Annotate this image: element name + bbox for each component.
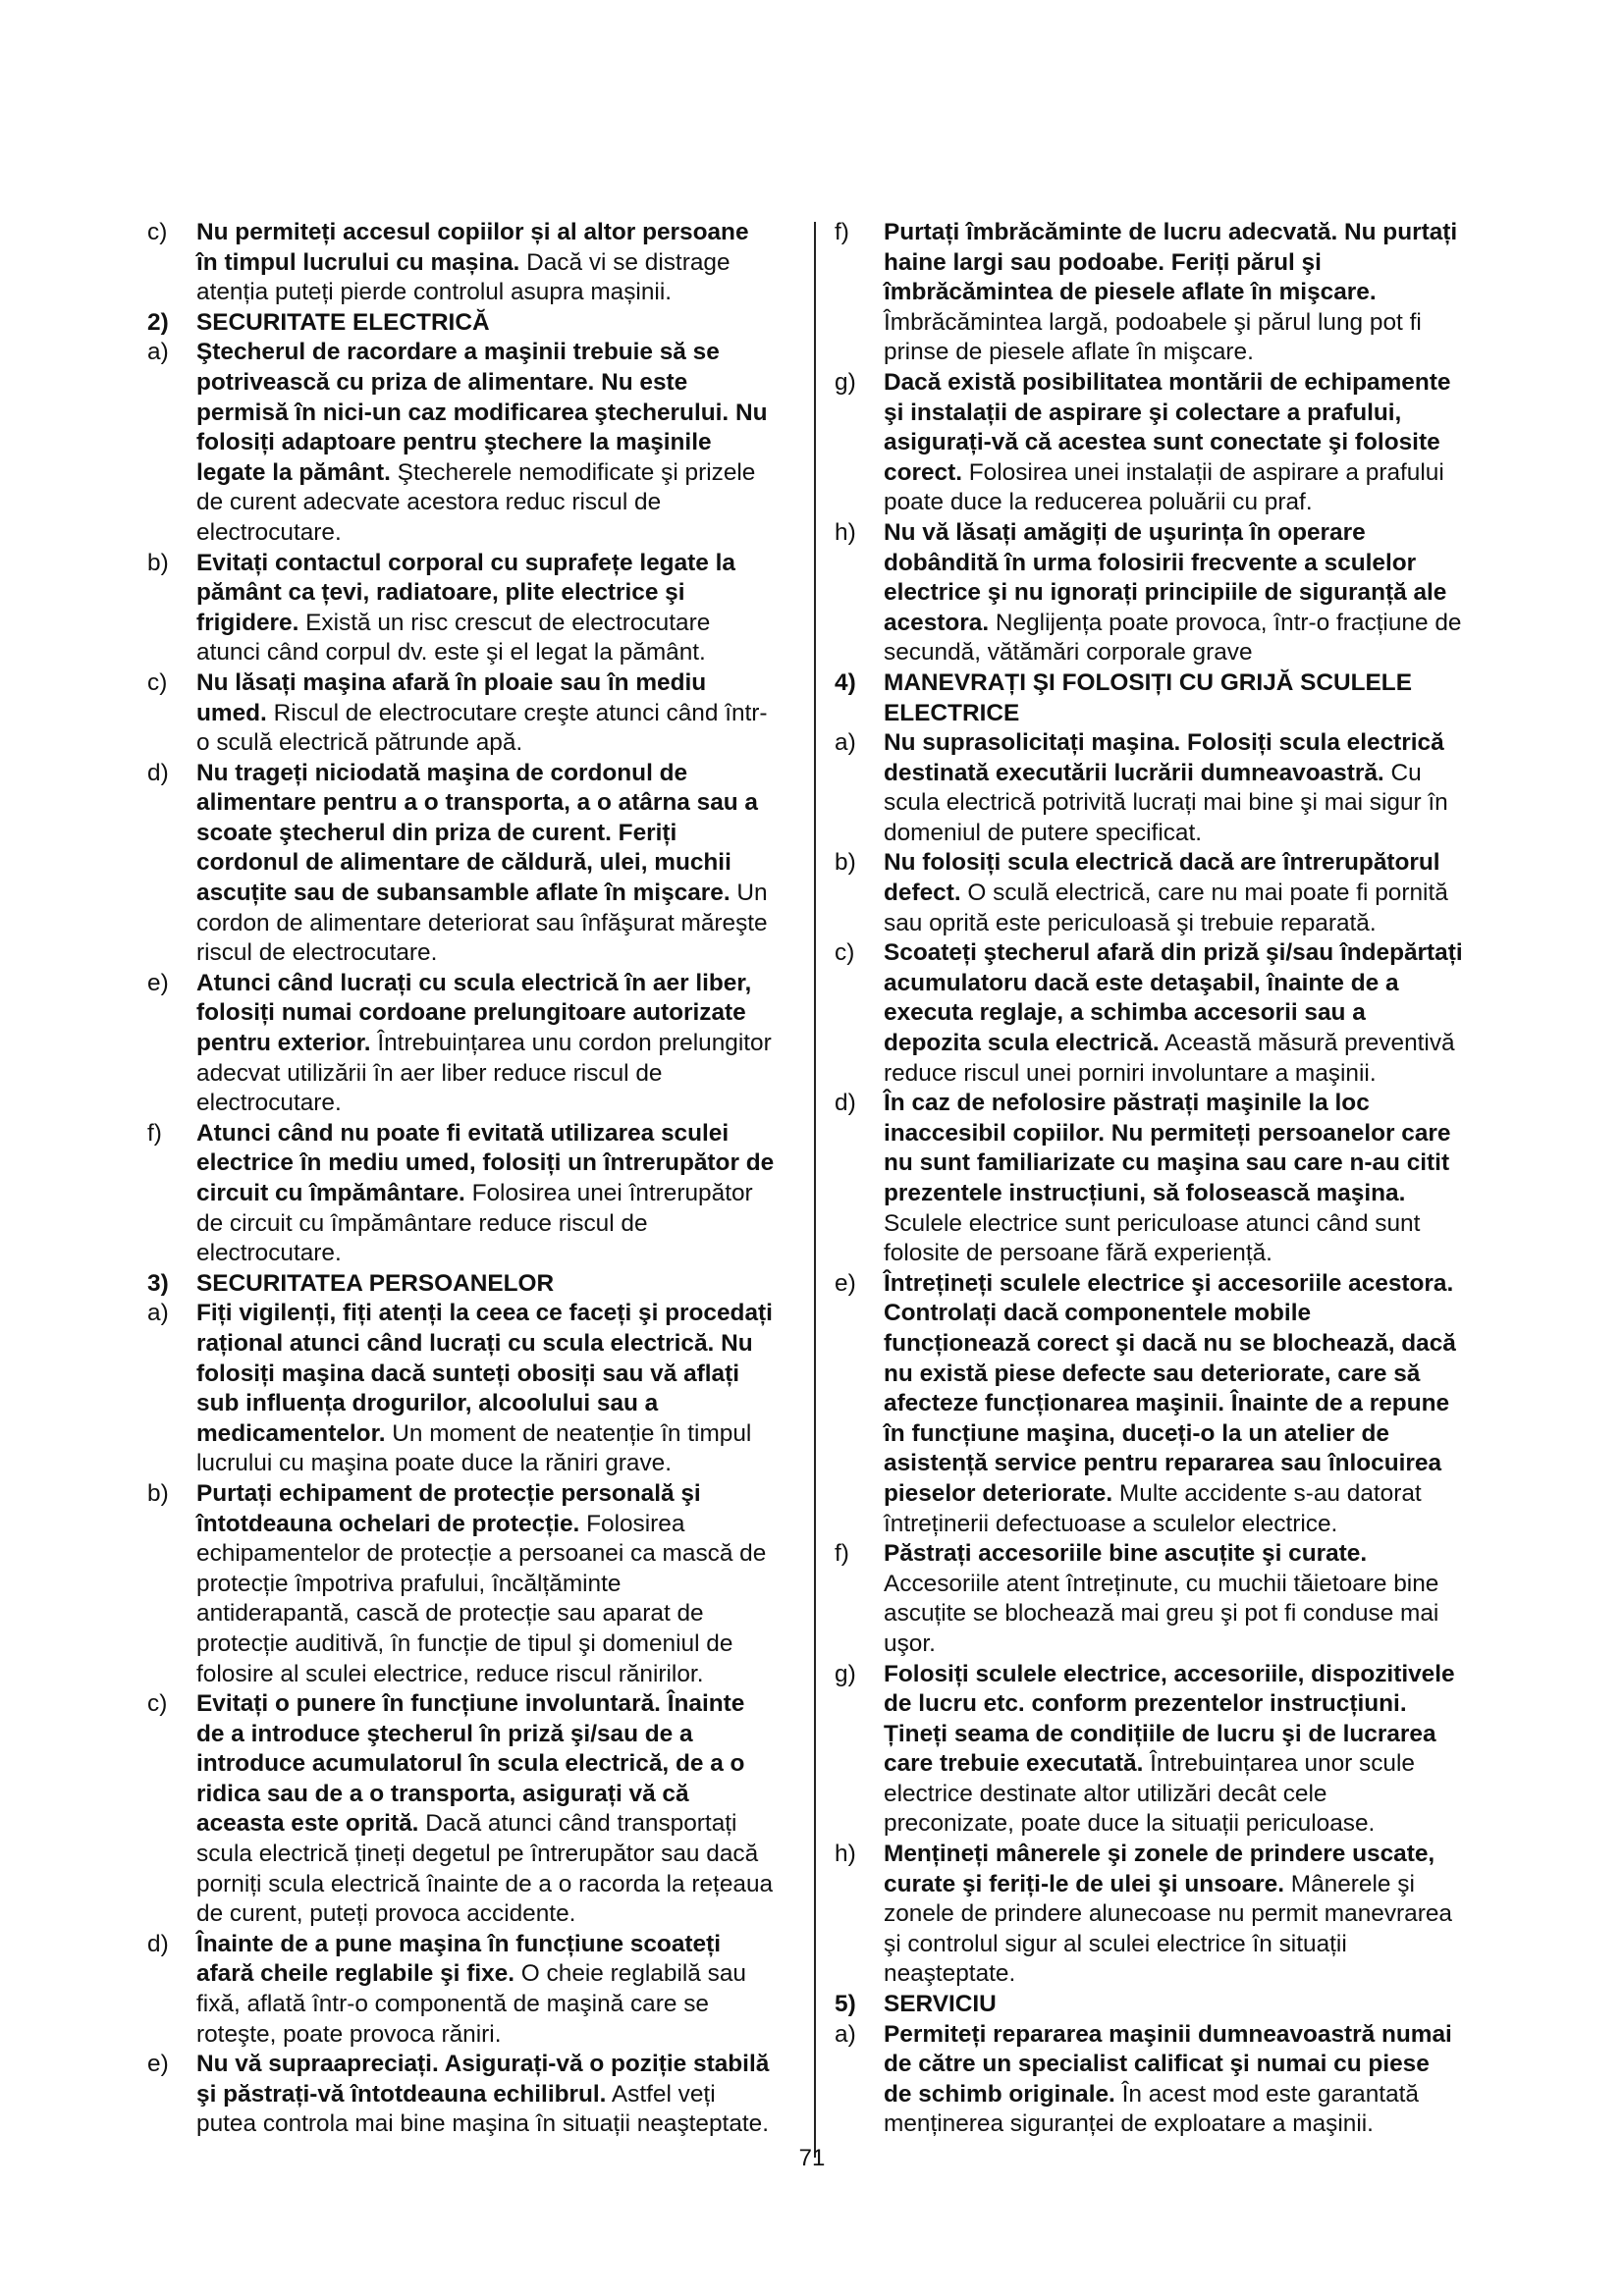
item-body-text: Mânerele şi zonele de prindere alunecoase nu permit manevrarea şi controlul sigur al sculei electrice în situații neaşteptate. xyxy=(884,1870,1452,1988)
item-marker: d) xyxy=(147,1930,169,1957)
item-marker: e) xyxy=(147,969,169,996)
item-marker: 2) xyxy=(147,308,169,336)
item-marker: a) xyxy=(835,2020,856,2048)
list-item xyxy=(147,1479,776,1689)
list-item xyxy=(147,1119,776,1269)
item-bold-text: Nu vă lăsați amăgiți de uşurința în operare dobândită în urma folosirii frecvente a sculelor electrice şi nu ignorați principiile de siguranță ale acestora. xyxy=(884,518,1447,636)
item-body-text: Întrebuințarea unu cordon prelungitor adecvat utilizării în aer liber reduce riscul de electrocutare. xyxy=(196,1030,772,1117)
item-bold-text: În caz de nefolosire păstrați maşinile la loc inaccesibil copiilor. Nu permiteți persoanelor care nu sunt familiarizate cu maşina sau care n-au citit prezentele instrucțiuni, să folosească maşina. xyxy=(884,1090,1451,1206)
item-bold-text: Ştecherul de racordare a maşinii trebuie să se potrivească cu priza de alimentare. Nu este permisă în nici-un caz modificarea ştecherului. Nu folosiți adaptoare pentru ştechere la maşinile legate la pământ. xyxy=(196,339,768,486)
item-body-text: Neglijența poate provoca, într-o fracțiune de secundă, vătămări corporale grave xyxy=(884,609,1462,667)
list-item xyxy=(147,549,776,668)
item-body-text: Un moment de neatenție în timpul lucrului cu maşina poate duce la răniri grave. xyxy=(196,1419,752,1477)
list-item xyxy=(835,218,1463,368)
item-body-text: Dacă atunci când transportați scula electrică țineți degetul pe întrerupător sau dacă porniți scula electrică înainte de a o racorda la rețeaua de curent, puteți provoca accidente. xyxy=(196,1810,774,1928)
list-item xyxy=(835,518,1463,668)
item-bold-text: Mențineți mânerele şi zonele de prindere uscate, curate şi feriți-le de ulei şi unsoare. xyxy=(884,1841,1435,1897)
item-bold-text: Evitați o punere în funcțiune involuntară. Înainte de a introduce ştecherul în priză şi/sau de a introduce acumulatorul în scula electrică, de a o ridica sau de a o transporta, asigurați vă că aceasta este oprită. xyxy=(196,1690,745,1838)
item-bold-text: Folosiți sculele electrice, accesoriile, dispozitivele de lucru etc. conform prezentelor instrucțiuni. Țineți seama de condițiile de lucru şi de lucrarea care trebuie executată. xyxy=(884,1660,1455,1778)
section-heading xyxy=(835,668,1463,728)
item-marker: c) xyxy=(147,1690,168,1718)
item-body-text: Multe accidente s-au datorat întreținerii defectuoase a sculelor electrice. xyxy=(884,1479,1422,1537)
list-item xyxy=(147,2050,776,2140)
list-item xyxy=(147,969,776,1119)
item-bold-text: Nu suprasolicitați maşina. Folosiți scula electrică destinată executării lucrării dumneavoastră. xyxy=(884,729,1444,786)
item-bold-text: Nu vă supraapreciați. Asigurați-vă o poziție stabilă şi păstrați-vă întotdeauna echilibrul. xyxy=(196,2051,770,2108)
item-marker: g) xyxy=(835,368,856,396)
list-item xyxy=(835,2020,1463,2140)
item-bold-text: Nu permiteți accesul copiilor și al altor persoane în timpul lucrului cu mașina. xyxy=(196,219,749,276)
list-item xyxy=(835,1089,1463,1269)
item-body-text: Există un risc crescut de electrocutare atunci când corpul dv. este şi el legat la pământ. xyxy=(196,609,711,667)
item-bold-text: Păstrați accesoriile bine ascuțite şi curate. xyxy=(884,1540,1368,1568)
item-bold-text: Dacă există posibilitatea montării de echipamente şi instalații de aspirare şi colectare a prafului, asigurați-vă că acestea sunt conectate şi folosite corect. xyxy=(884,368,1451,486)
item-bold-text: Întrețineți sculele electrice şi accesoriile acestora. Controlați dacă componentele mobile funcționează corect şi dacă nu se blochează, dacă nu există piese defecte sau deteriorate, care să afecteze funcționarea maşinii. Înainte de a repune în funcțiune maşina, duceți-o la un atelier de asistență service pentru repararea sau înlocuirea pieselor deteriorate. xyxy=(884,1269,1456,1507)
item-marker: g) xyxy=(835,1660,856,1687)
item-body-text: Dacă vi se distrage atenția puteți pierde controlul asupra mașinii. xyxy=(196,248,731,306)
right-column xyxy=(835,218,1463,2140)
item-marker: d) xyxy=(835,1090,856,1117)
item-marker: f) xyxy=(835,219,849,245)
item-bold-text: Fiți vigilenți, fiți atenți la ceea ce faceți şi procedați rațional atunci când lucrați cu scula electrică. Nu folosiți maşina dacă sunteți obosiți sau vă aflați sub influența drogurilor, alcoolului sau a medicamentelor. xyxy=(196,1300,773,1447)
item-marker: b) xyxy=(147,549,169,576)
item-body-text: Riscul de electrocutare creşte atunci când într-o sculă electrică pătrunde apă. xyxy=(196,699,768,757)
item-marker: h) xyxy=(835,518,856,546)
item-marker: a) xyxy=(835,729,856,757)
item-body-text: În acest mod este garantată menținerea siguranței de exploatare a maşinii. xyxy=(884,2080,1419,2138)
item-body-text: Întrebuințarea unor scule electrice destinate altor utilizări decât cele preconizate, poate duce la situații periculoase. xyxy=(884,1750,1415,1838)
item-bold-text: Purtați îmbrăcăminte de lucru adecvată. Nu purtați haine largi sau podoabe. Feriți părul şi îmbrăcămintea de piesele aflate în mişcare. xyxy=(884,219,1458,306)
list-item xyxy=(835,1660,1463,1841)
list-item xyxy=(835,1269,1463,1539)
item-bold-text: Nu trageți niciodată maşina de cordonul de alimentare pentru a o transporta, a o atârna sau a scoate ştecherul din priza de curent. Feriți cordonul de alimentare de căldură, ulei, muchii ascuțite sau de subansamble aflate în mişcare. xyxy=(196,759,759,907)
list-item xyxy=(147,1689,776,1930)
item-marker: h) xyxy=(835,1841,856,1868)
list-item xyxy=(835,938,1463,1089)
list-item xyxy=(835,848,1463,938)
item-marker: a) xyxy=(147,1300,169,1327)
item-body-text: Îmbrăcămintea largă, podoabele şi părul lung pot fi prinse de piesele aflate în mişcare. xyxy=(884,308,1422,366)
list-item xyxy=(147,338,776,548)
heading-text: MANEVRAȚI ŞI FOLOSIȚI CU GRIJĂ SCULELE ELECTRICE xyxy=(884,668,1412,726)
heading-text: SECURITATEA PERSOANELOR xyxy=(196,1269,555,1297)
item-marker: 3) xyxy=(147,1269,169,1297)
list-item xyxy=(835,1840,1463,1990)
item-marker: e) xyxy=(147,2051,169,2078)
list-item xyxy=(835,728,1463,848)
item-bold-text: Purtați echipament de protecție personală şi întotdeauna ochelari de protecție. xyxy=(196,1479,701,1537)
item-body-text: Ştecherele nemodificate şi prizele de curent adecvate acestora reduc riscul de electrocutare. xyxy=(196,458,756,546)
page-number: 71 xyxy=(798,2145,826,2171)
item-body-text: Accesoriile atent întreținute, cu muchii tăietoare bine ascuțite se blochează mai greu şi pot fi conduse mai uşor. xyxy=(884,1570,1439,1657)
column-divider xyxy=(814,222,816,2158)
item-marker: c) xyxy=(147,668,168,696)
section-heading xyxy=(147,308,776,339)
list-item xyxy=(147,1930,776,2050)
item-marker: c) xyxy=(835,939,855,967)
item-body-text: Această măsură preventivă reduce riscul unei porniri involuntare a maşinii. xyxy=(884,1030,1455,1087)
item-body-text: Folosirea unei instalații de aspirare a prafului poate duce la reducerea poluării cu praf. xyxy=(884,458,1444,516)
item-body-text: Un cordon de alimentare deteriorat sau înfăşurat măreşte riscul de electrocutare. xyxy=(196,880,768,967)
item-marker: f) xyxy=(835,1540,849,1568)
heading-text: SECURITATE ELECTRICĂ xyxy=(196,308,490,336)
item-bold-text: Evitați contactul corporal cu suprafețe legate la pământ ca țevi, radiatoare, plite electrice şi frigidere. xyxy=(196,549,735,636)
item-marker: 4) xyxy=(835,668,856,696)
item-bold-text: Nu lăsați maşina afară în ploaie sau în mediu umed. xyxy=(196,668,707,726)
item-body-text: Folosirea echipamentelor de protecție a persoanei ca mască de protecție împotriva prafului, încălțăminte antiderapantă, cască de protecție sau aparat de protecție auditivă, în funcție de tipul şi domeniul de folosire al sculei electrice, reduce riscul rănirilor. xyxy=(196,1510,767,1687)
item-body-text: Cu scula electrică potrivită lucrați mai bine şi mai sigur în domeniul de putere specificat. xyxy=(884,759,1448,846)
item-marker: f) xyxy=(147,1119,162,1147)
list-item xyxy=(835,1539,1463,1659)
list-item xyxy=(147,1299,776,1479)
section-heading xyxy=(835,1990,1463,2020)
item-marker: 5) xyxy=(835,1991,856,2018)
item-bold-text: Înainte de a pune maşina în funcțiune scoateți afară cheile reglabile şi fixe. xyxy=(196,1930,721,1988)
item-body-text: Folosirea unei întrerupător de circuit cu împământare reduce riscul de electrocutare. xyxy=(196,1180,753,1267)
item-marker: a) xyxy=(147,339,169,366)
section-heading xyxy=(147,1269,776,1300)
list-item xyxy=(835,368,1463,518)
item-bold-text: Scoateți ştecherul afară din priză şi/sau îndepărtați acumulatoru dacă este detaşabil, înainte de a executa reglaje, a schimba accesorii sau a depozita scula electrică. xyxy=(884,939,1463,1057)
item-bold-text: Permiteți repararea maşinii dumneavoastră numai de către un specialist calificat şi numai cu piese de schimb originale. xyxy=(884,2020,1452,2108)
item-body-text: O cheie reglabilă sau fixă, aflată într-o componentă de maşină care se roteşte, poate provoca răniri. xyxy=(196,1960,746,2048)
item-body-text: Sculele electrice sunt periculoase atunci când sunt folosite de persoane fără experiență. xyxy=(884,1209,1421,1267)
list-item xyxy=(147,218,776,308)
list-item xyxy=(147,759,776,969)
list-item xyxy=(147,668,776,759)
item-marker: c) xyxy=(147,219,168,245)
item-bold-text: Atunci când lucrați cu scula electrică în aer liber, folosiți numai cordoane prelungitoare autorizate pentru exterior. xyxy=(196,969,752,1057)
item-body-text: O sculă electrică, care nu mai poate fi pornită sau oprită este periculoasă şi trebuie reparată. xyxy=(884,880,1448,936)
heading-text: SERVICIU xyxy=(884,1991,997,2018)
item-marker: b) xyxy=(147,1479,169,1507)
item-bold-text: Atunci când nu poate fi evitată utilizarea sculei electrice în mediu umed, folosiți un întrerupător de circuit cu împământare. xyxy=(196,1119,775,1206)
left-column xyxy=(147,218,776,2140)
item-bold-text: Nu folosiți scula electrică dacă are întrerupătorul defect. xyxy=(884,849,1440,907)
item-marker: d) xyxy=(147,759,169,786)
item-marker: e) xyxy=(835,1269,856,1297)
item-body-text: Astfel veți putea controla mai bine maşina în situații neaşteptate. xyxy=(196,2080,770,2138)
item-marker: b) xyxy=(835,849,856,877)
